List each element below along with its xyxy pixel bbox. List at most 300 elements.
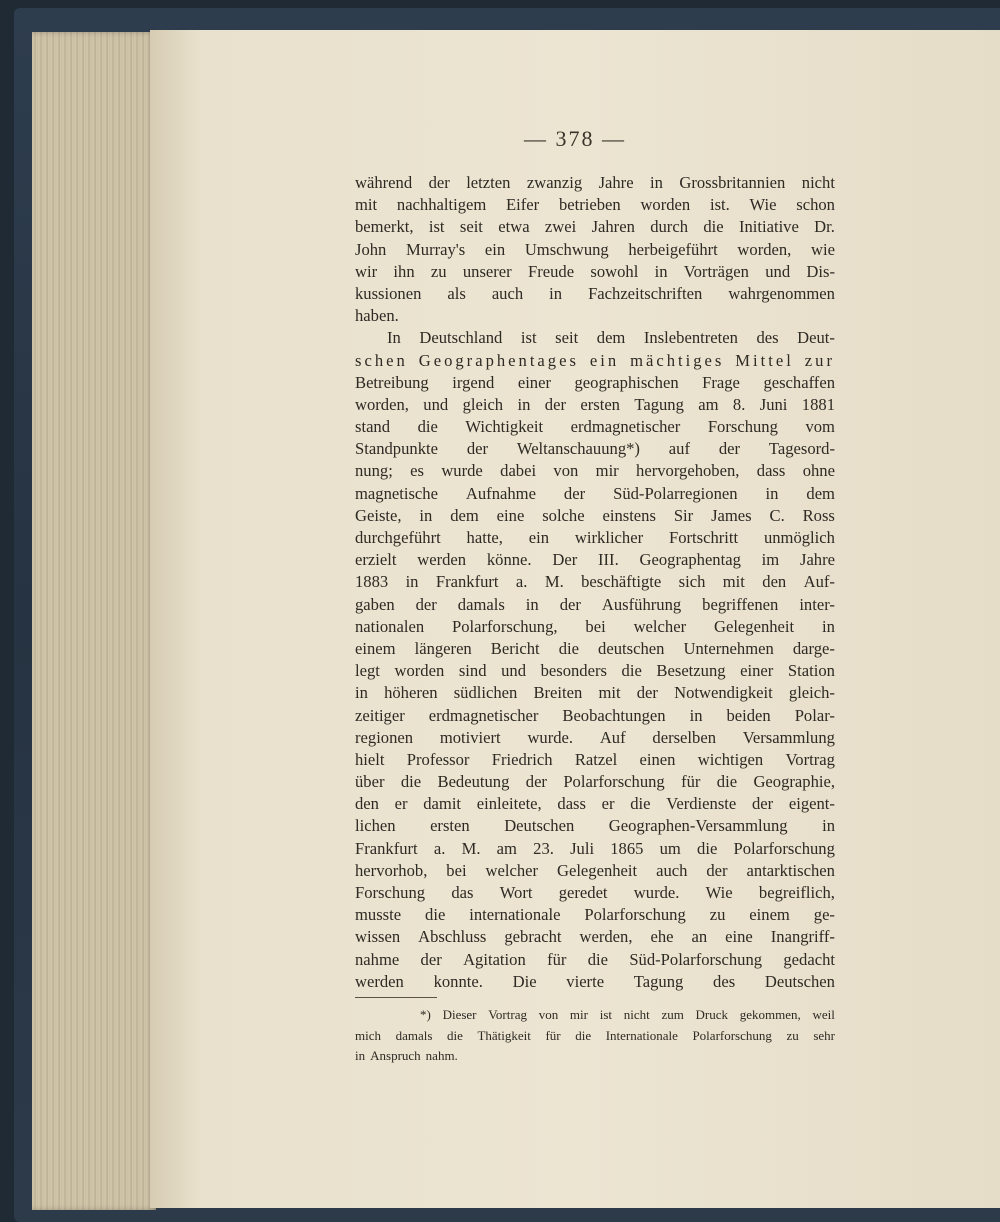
word: ihn (393, 261, 415, 281)
word: unmöglich (763, 528, 835, 547)
word: Deutschen (504, 816, 575, 836)
word: einleitete, (476, 794, 542, 814)
word: 1881 (801, 394, 835, 414)
text-line (355, 261, 835, 283)
word: zum (661, 1007, 684, 1022)
word: ist (520, 328, 537, 348)
word: in (650, 173, 663, 192)
word: an (691, 927, 708, 947)
word: Bedeutung (437, 772, 510, 792)
word: wissen (355, 927, 401, 947)
word: am (496, 838, 517, 858)
text-line (355, 882, 835, 904)
word: den (762, 572, 787, 592)
word: von (538, 1007, 559, 1022)
word: gekommen, (739, 1007, 801, 1022)
word: ist. (709, 195, 730, 215)
word: der (636, 683, 658, 703)
footnote-line (355, 1046, 835, 1067)
word: hervorhob, (355, 860, 428, 880)
word: Aufnahme (465, 483, 536, 503)
word: mit (355, 195, 378, 215)
text-line (355, 815, 835, 837)
word: nachhaltigem (396, 195, 487, 215)
text-line (355, 904, 835, 926)
word: Mittel (735, 350, 794, 370)
word: er (601, 794, 615, 814)
word: John (355, 239, 387, 259)
word: es (410, 461, 424, 481)
word: wurde. (633, 883, 680, 902)
word: die (575, 1027, 592, 1043)
word: Betreibung (355, 372, 429, 392)
word: Juni (759, 394, 788, 414)
word: Besetzung (656, 661, 726, 681)
word: eine (496, 505, 525, 525)
word: damals (395, 1027, 433, 1043)
word: zur (804, 350, 835, 370)
text-line (355, 460, 835, 482)
word: den (355, 794, 379, 814)
word: Juli (570, 838, 595, 858)
word: Freude (527, 261, 575, 281)
word: ohne (802, 461, 835, 481)
word: deutschen (598, 638, 665, 658)
text-line (355, 194, 835, 216)
word: Polar- (794, 705, 835, 725)
word: könne. (486, 550, 532, 570)
word: Bericht (490, 638, 540, 658)
text-line (355, 616, 835, 638)
text-line (355, 638, 835, 660)
word: irgend (452, 372, 495, 392)
word: dem (450, 505, 479, 525)
word: ein (484, 239, 506, 259)
word: Dis- (806, 261, 835, 281)
word: Geographentag (639, 550, 741, 570)
footnote-divider (355, 997, 437, 998)
word: Polarforschung (733, 838, 835, 858)
word: Tagung (633, 971, 684, 991)
word: schen (355, 350, 408, 370)
word: des (713, 971, 736, 991)
page-number: — 378 — (524, 126, 626, 151)
word: Abschluss (418, 927, 487, 947)
word: der (415, 594, 437, 614)
word: sehr (813, 1027, 835, 1043)
word: die (703, 217, 724, 237)
word: der (751, 794, 774, 814)
word: begriffenen (702, 594, 779, 614)
word: dass (557, 794, 586, 814)
word: Ross (802, 505, 835, 525)
word: Geographie, (753, 772, 835, 792)
word: er (394, 794, 408, 814)
word: in (689, 705, 703, 725)
word: erzielt (355, 550, 397, 570)
word: und (765, 261, 791, 281)
word: Vorträgen (683, 261, 749, 281)
word: nationalen (355, 616, 425, 636)
word: höheren (384, 683, 438, 703)
word: konnte. (433, 971, 483, 991)
word: stand (355, 417, 391, 437)
word: wir (355, 261, 378, 281)
word: Jahren (591, 217, 635, 237)
word: einer (740, 661, 774, 681)
word: Frage (702, 372, 740, 392)
word: der (466, 439, 489, 459)
text-line (355, 727, 835, 749)
word: dabei (500, 461, 537, 481)
word: einem (749, 905, 790, 925)
word: 23. (533, 838, 554, 858)
word: derselben (652, 727, 716, 747)
word: beiden (726, 705, 771, 725)
book-page (150, 30, 1000, 1208)
word: auf (668, 439, 690, 459)
word: Deutschland (419, 328, 503, 348)
word: Forschung (707, 417, 778, 437)
word: nicht (623, 1007, 650, 1022)
word: Fortschritt (668, 528, 739, 547)
word: auch (656, 860, 688, 880)
text-line (355, 283, 835, 305)
word: bei (446, 860, 467, 880)
word: in (765, 483, 779, 503)
word: der (563, 483, 586, 503)
word: Ratzel (574, 749, 618, 769)
word: hatte, (466, 528, 503, 547)
footnote-line (355, 1026, 835, 1047)
word: nahm. (425, 1048, 458, 1063)
word: a. (515, 572, 528, 592)
word: Initiative (738, 217, 799, 237)
word: schon (796, 195, 835, 215)
word: sind (458, 661, 487, 681)
word: seit (555, 328, 579, 348)
word: haben. (355, 306, 399, 326)
word: die (425, 905, 446, 925)
word: geschaffen (763, 372, 835, 392)
word: damals (457, 594, 505, 614)
word: M. (544, 572, 564, 592)
word: für (545, 1027, 561, 1043)
word: Gelegenheit (713, 616, 795, 636)
word: mit (722, 572, 745, 592)
text-line (355, 838, 835, 860)
word: der (420, 949, 442, 969)
text-line (355, 860, 835, 882)
word: magnetische (355, 483, 438, 503)
word: Anspruch (370, 1048, 421, 1063)
text-line (355, 527, 835, 549)
word: mich (355, 1027, 381, 1043)
word: werden (417, 550, 467, 570)
word: Ausführung (601, 594, 682, 614)
word: Deutschen (764, 971, 835, 991)
word: Beobachtungen (562, 705, 666, 725)
word: erdmagnetischer (428, 705, 539, 725)
word: ersten (580, 394, 620, 414)
word: der (544, 394, 566, 414)
word: als (447, 283, 466, 303)
word: Süd-Polarforschung (629, 949, 763, 969)
word: seit (459, 217, 483, 237)
word: kussionen (355, 283, 422, 303)
word: Umschwung (524, 239, 609, 259)
word: Eifer (506, 195, 540, 215)
word: vierte (566, 971, 605, 991)
word: Inangriff- (770, 927, 835, 947)
word: Jahre (799, 550, 835, 570)
word: beschäftigte (581, 572, 662, 592)
text-line (355, 505, 835, 527)
word: zeitiger (355, 705, 405, 725)
word: geredet (558, 883, 608, 902)
word: Agitation (463, 949, 526, 969)
word: über (355, 772, 385, 792)
word: in (549, 283, 563, 303)
word: durch (650, 217, 688, 237)
word: Geographentages (418, 350, 579, 370)
word: sowohl (590, 261, 639, 281)
word: der (718, 439, 741, 459)
word: Süd-Polarregionen (613, 483, 738, 503)
word: hervorgehoben, (636, 461, 740, 481)
word: zwanzig (526, 173, 583, 192)
word: längeren (414, 638, 472, 658)
word: nahme (355, 949, 400, 969)
word: mit (598, 683, 621, 703)
word: 1883 (355, 572, 389, 592)
word: Druck (695, 1007, 729, 1022)
word: mir (569, 1007, 588, 1022)
word: worden (394, 661, 445, 681)
word: durchgeführt (355, 528, 441, 547)
word: in (525, 594, 539, 614)
word: Forschung (355, 883, 426, 902)
word: Professor (406, 749, 470, 769)
word: ersten (430, 816, 470, 836)
footnote (355, 1005, 835, 1067)
text-line (355, 926, 835, 948)
word: in (654, 261, 668, 281)
word: geographischen (574, 372, 679, 392)
word: für (547, 949, 567, 969)
word: inter- (799, 594, 835, 614)
text-line (355, 172, 835, 194)
word: in (405, 572, 419, 592)
text-line (355, 350, 835, 372)
word: der (525, 772, 547, 792)
word: mächtiges (630, 350, 725, 370)
word: südlichen (453, 683, 518, 703)
word: um (659, 838, 681, 858)
text-line (355, 971, 835, 993)
word: nung; (355, 461, 393, 481)
word: hielt (355, 749, 385, 769)
word: internationale (469, 905, 561, 925)
word: ein (528, 528, 550, 547)
word: James (711, 505, 752, 525)
word: ehe (650, 927, 674, 947)
word: lichen (355, 816, 396, 836)
word: etwa (498, 217, 530, 237)
word: Gelegenheit (556, 860, 638, 880)
word: Friedrich (491, 749, 553, 769)
word: Wie (705, 883, 733, 902)
word: Sir (673, 505, 694, 525)
word: am (698, 394, 719, 414)
word: Auf- (803, 572, 835, 592)
text-line (355, 793, 835, 815)
word: ein (589, 350, 620, 370)
word: worden, (355, 394, 409, 414)
word: Murray's (406, 239, 466, 259)
text-line (355, 949, 835, 971)
text-line (355, 771, 835, 793)
word: in (355, 1048, 366, 1063)
text-line (355, 660, 835, 682)
word: die (716, 772, 738, 792)
word: herbeigeführt (628, 239, 718, 259)
word: Polarforschung (692, 1027, 772, 1043)
word: Geiste, (355, 505, 402, 525)
word: das (451, 883, 474, 902)
word: M. (461, 838, 481, 858)
word: zu (709, 905, 726, 925)
word: wichtigen (697, 749, 764, 769)
text-line (355, 216, 835, 238)
word: Unternehmen (683, 638, 774, 658)
word: motiviert (439, 727, 501, 747)
word: Tagung (634, 394, 684, 414)
word: eigent- (788, 794, 835, 814)
word: nicht (801, 173, 835, 192)
word: Geographen-Versammlung (608, 816, 788, 836)
word: Der (552, 550, 578, 570)
word: Polarforschung (584, 905, 686, 925)
word: letzten (466, 173, 511, 192)
word: Deut- (797, 328, 835, 348)
text-line (355, 416, 835, 438)
text-line (355, 327, 835, 349)
text-line (355, 549, 835, 571)
word: der (428, 173, 450, 192)
word: worden (640, 195, 691, 215)
text-line (355, 483, 835, 505)
word: die (417, 417, 438, 437)
word: mir (595, 461, 619, 481)
text-line (355, 305, 835, 327)
word: Grossbritannien (679, 173, 786, 192)
word: und (423, 394, 449, 414)
word: Dr. (814, 217, 835, 237)
word: Notwendigkeit (674, 683, 773, 703)
text-line (355, 682, 835, 704)
word: die (621, 661, 642, 681)
word: die (400, 772, 422, 792)
word: solche (542, 505, 585, 525)
text-line (355, 571, 835, 593)
word: Polarforschung, (452, 616, 558, 636)
word: antarktischen (746, 860, 835, 880)
word: wahrgenommen (728, 283, 835, 303)
word: ist (599, 1007, 612, 1022)
word: die (630, 794, 651, 814)
word: damit (423, 794, 462, 814)
text-line (355, 438, 835, 460)
word: Die (512, 971, 537, 991)
word: des (756, 328, 779, 348)
text-line (355, 705, 835, 727)
word: dem (596, 328, 626, 348)
word: der (706, 860, 728, 880)
word: Jahre (598, 173, 634, 192)
word: worden, (737, 239, 792, 259)
word: gebracht (504, 927, 562, 947)
word: in (822, 616, 835, 636)
word: ge- (813, 905, 835, 925)
word: zu (786, 1027, 799, 1043)
word: unserer (462, 261, 512, 281)
text-line (355, 372, 835, 394)
word: wurde. (527, 727, 574, 747)
word: regionen (355, 727, 414, 747)
word: Weltanschauung*) (516, 439, 640, 459)
word: bei (585, 616, 606, 636)
text-line (355, 749, 835, 771)
footnote-line (355, 1005, 835, 1026)
word: betrieben (558, 195, 621, 215)
word: bemerkt, (355, 217, 414, 237)
word: Dieser (442, 1007, 477, 1022)
word: besonders (540, 661, 607, 681)
word: auch (491, 283, 524, 303)
word: darge- (792, 638, 835, 658)
word: von (553, 461, 579, 481)
word: sich (678, 572, 706, 592)
word: Versammlung (742, 727, 835, 747)
text-line (355, 594, 835, 616)
word: und (501, 661, 526, 681)
text-line (355, 239, 835, 261)
word: welcher (633, 616, 687, 636)
word: ist (428, 217, 445, 237)
word: Fachzeitschriften (588, 283, 703, 303)
word: Tagesord- (768, 439, 835, 459)
word: a. (433, 838, 446, 858)
word: musste (355, 905, 402, 925)
word: werden, (579, 927, 633, 947)
word: Verdienste (666, 794, 737, 814)
word: Wichtigkeit (465, 417, 544, 437)
word: wirklicher (574, 528, 644, 547)
word: für (681, 772, 701, 792)
word: Vortrag (488, 1007, 527, 1022)
word: weil (812, 1007, 835, 1022)
word: während (355, 173, 413, 192)
word: begreiflich, (758, 883, 835, 902)
word: dass (756, 461, 786, 481)
word: Breiten (533, 683, 583, 703)
word: gleich (462, 394, 504, 414)
word: Wort (499, 883, 533, 902)
word: wurde (441, 461, 483, 481)
word: Standpunkte (355, 439, 438, 459)
word: gedacht (783, 949, 835, 969)
